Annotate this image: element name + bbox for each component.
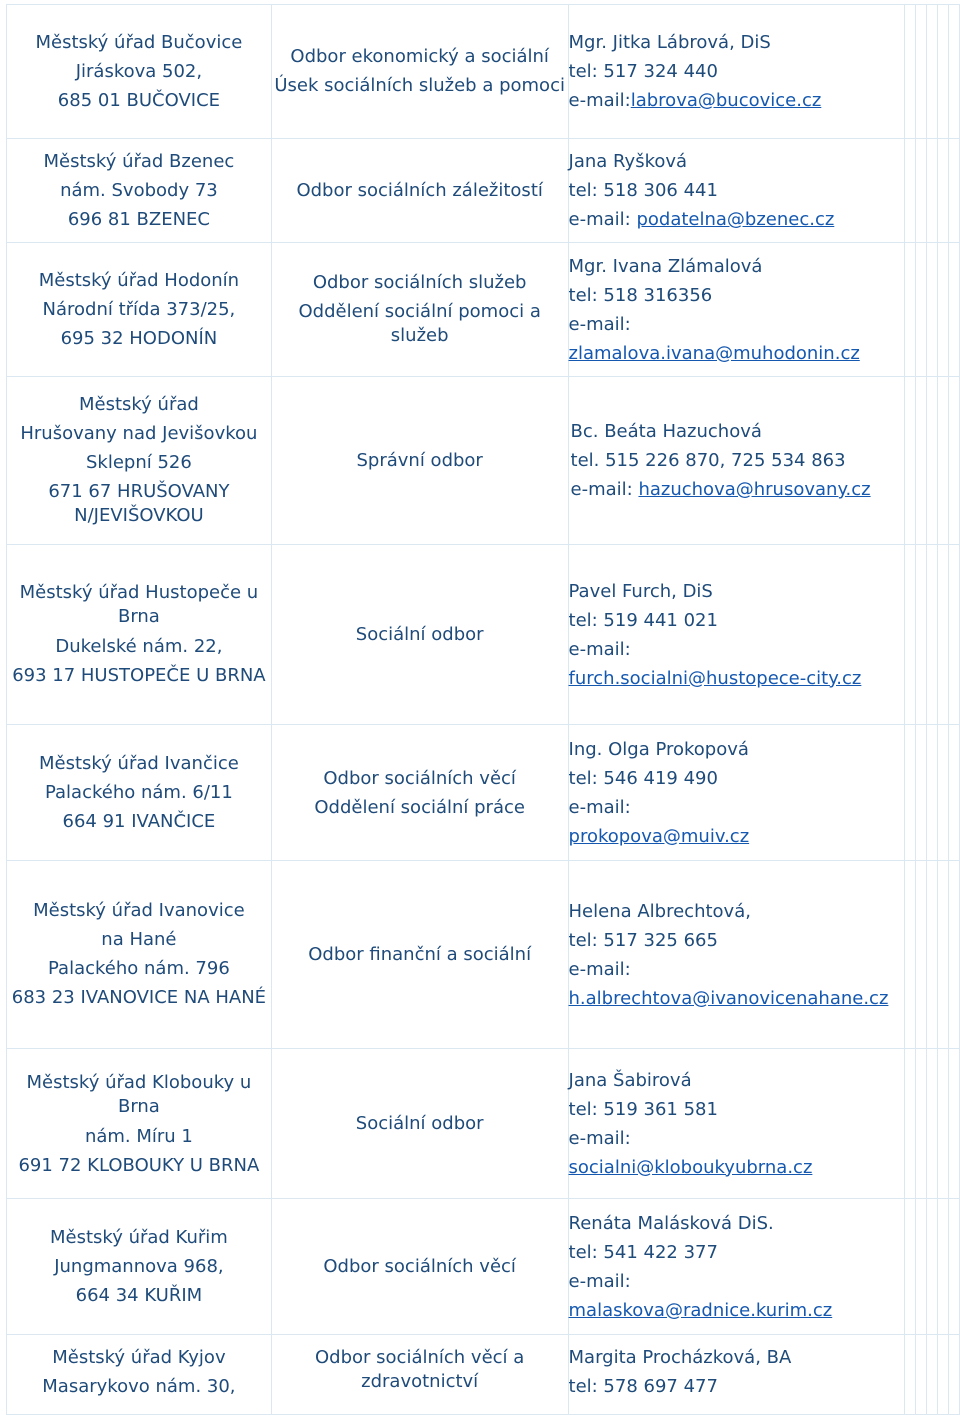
email-link[interactable]: socialni@kloboukyubrna.cz bbox=[568, 1156, 813, 1178]
contact-name: Mgr. Jitka Lábrová, DiS bbox=[568, 32, 771, 53]
department-section: Oddělení sociální práce bbox=[314, 796, 525, 818]
department-cell bbox=[271, 545, 568, 725]
office-street: Sklepní 526 bbox=[85, 452, 192, 473]
office-city: 664 91 IVANČICE bbox=[62, 811, 216, 832]
email-label: e-mail: bbox=[568, 90, 631, 111]
office-street: Jiráskova 502, bbox=[75, 61, 203, 82]
contact-email-line bbox=[571, 475, 905, 504]
office-street: Jungmannova 968, bbox=[54, 1256, 224, 1277]
office-name-cont: Hrušovany nad Jevišovkou bbox=[20, 423, 258, 444]
department-cell bbox=[271, 243, 568, 377]
office-name: Městský úřad Bučovice bbox=[35, 32, 243, 53]
office-cell bbox=[7, 377, 272, 545]
office-name: Městský úřad bbox=[78, 394, 199, 415]
table-row bbox=[7, 861, 960, 1049]
contact-cell bbox=[568, 1199, 905, 1335]
office-city: 691 72 KLOBOUKY U BRNA bbox=[18, 1154, 260, 1176]
office-name: Městský úřad Ivančice bbox=[38, 753, 239, 774]
table-row bbox=[7, 5, 960, 139]
department-name: Odbor sociálních věcí bbox=[323, 1256, 516, 1277]
department-name: Odbor ekonomický a sociální bbox=[290, 46, 549, 67]
office-name: Městský úřad Kuřim bbox=[50, 1227, 228, 1248]
contact-phone: tel: 517 325 665 bbox=[568, 929, 718, 951]
email-label: e-mail: bbox=[568, 1127, 631, 1149]
office-street: Palackého nám. 6/11 bbox=[44, 782, 233, 803]
email-link[interactable]: prokopova@muiv.cz bbox=[568, 825, 750, 847]
contact-phone: tel: 518 306 441 bbox=[568, 180, 718, 201]
contact-name: Margita Procházková, BA bbox=[568, 1347, 792, 1368]
contact-phone: tel: 546 419 490 bbox=[568, 767, 718, 789]
contact-name: Pavel Furch, DiS bbox=[568, 580, 713, 602]
email-label: e-mail: bbox=[568, 1270, 631, 1292]
department-name: Odbor sociálních služeb bbox=[312, 272, 527, 293]
office-city: 683 23 IVANOVICE NA HANÉ bbox=[11, 987, 267, 1008]
contact-phone: tel. 515 226 870, 725 534 863 bbox=[570, 450, 846, 471]
contact-phone: tel: 541 422 377 bbox=[568, 1241, 718, 1263]
department-cell bbox=[271, 1049, 568, 1199]
contact-cell bbox=[568, 377, 905, 545]
email-link[interactable]: hazuchova@hrusovany.cz bbox=[638, 479, 871, 500]
office-city: 695 32 HODONÍN bbox=[60, 328, 218, 349]
email-label: e-mail: bbox=[568, 638, 631, 660]
office-street: Masarykovo nám. 30, bbox=[42, 1376, 236, 1397]
office-street: Dukelské nám. 22, bbox=[55, 636, 223, 657]
department-name: Sociální odbor bbox=[355, 1113, 484, 1134]
email-label: e-mail: bbox=[570, 479, 633, 500]
email-label: e-mail: bbox=[568, 313, 631, 335]
table-row bbox=[7, 1335, 960, 1415]
office-cell bbox=[7, 243, 272, 377]
office-name: Městský úřad Kyjov bbox=[52, 1347, 226, 1368]
email-link[interactable]: h.albrechtova@ivanovicenahane.cz bbox=[568, 987, 889, 1009]
contact-email-line bbox=[569, 86, 905, 115]
office-cell bbox=[7, 5, 272, 139]
email-link[interactable]: labrova@bucovice.cz bbox=[630, 90, 822, 111]
office-city: 696 81 BZENEC bbox=[67, 209, 210, 230]
department-cell bbox=[271, 1199, 568, 1335]
office-name: Městský úřad Bzenec bbox=[43, 151, 235, 172]
table-row bbox=[7, 1199, 960, 1335]
contact-name: Jana Šabirová bbox=[568, 1069, 692, 1091]
table-row bbox=[7, 1049, 960, 1199]
department-cell bbox=[271, 377, 568, 545]
office-city: 693 17 HUSTOPEČE U BRNA bbox=[12, 665, 266, 686]
office-cell bbox=[7, 1335, 272, 1415]
email-link[interactable]: zlamalova.ivana@muhodonin.cz bbox=[568, 342, 860, 364]
contact-name: Mgr. Ivana Zlámalová bbox=[568, 255, 763, 277]
email-link[interactable]: furch.socialni@hustopece-city.cz bbox=[568, 667, 862, 689]
table-row bbox=[7, 243, 960, 377]
contact-name: Ing. Olga Prokopová bbox=[568, 738, 749, 760]
office-name: Městský úřad Ivanovice bbox=[33, 900, 245, 921]
office-street: nám. Svobody 73 bbox=[60, 180, 218, 201]
contact-cell bbox=[568, 545, 905, 725]
contact-phone: tel: 519 441 021 bbox=[568, 609, 718, 631]
contact-phone: tel: 578 697 477 bbox=[568, 1376, 718, 1397]
office-name: Městský úřad Hodonín bbox=[38, 270, 240, 291]
department-section: Úsek sociálních služeb a pomoci bbox=[274, 75, 565, 96]
table-row bbox=[7, 545, 960, 725]
table-row bbox=[7, 377, 960, 545]
table-row bbox=[7, 725, 960, 861]
office-cell bbox=[7, 1199, 272, 1335]
contacts-table bbox=[6, 4, 960, 1415]
contact-phone: tel: 519 361 581 bbox=[568, 1098, 718, 1120]
contact-cell bbox=[568, 243, 905, 377]
office-name: Městský úřad Klobouky u Brna bbox=[26, 1071, 252, 1117]
contact-email-line bbox=[569, 205, 905, 234]
office-cell bbox=[7, 139, 272, 243]
office-cell bbox=[7, 861, 272, 1049]
contact-cell bbox=[568, 861, 905, 1049]
department-cell bbox=[271, 861, 568, 1049]
office-name: Městský úřad Hustopeče u Brna bbox=[19, 582, 259, 627]
office-street: Národní třída 373/25, bbox=[42, 299, 236, 320]
office-street: nám. Míru 1 bbox=[84, 1125, 193, 1147]
email-label: e-mail: bbox=[568, 209, 631, 230]
office-city: 685 01 BUČOVICE bbox=[57, 90, 221, 111]
department-cell bbox=[271, 1335, 568, 1415]
contact-cell bbox=[568, 725, 905, 861]
department-name: Odbor sociálních věcí a zdravotnictví bbox=[315, 1347, 525, 1392]
contact-cell bbox=[568, 5, 905, 139]
contact-cell bbox=[568, 1335, 905, 1415]
email-label: e-mail: bbox=[568, 958, 631, 980]
contact-name: Renáta Malásková DiS. bbox=[568, 1212, 774, 1234]
department-name: Sociální odbor bbox=[355, 624, 484, 645]
contact-cell bbox=[568, 139, 905, 243]
department-name: Odbor sociálních věcí bbox=[323, 767, 516, 789]
email-link[interactable]: podatelna@bzenec.cz bbox=[636, 209, 835, 230]
contact-name: Bc. Beáta Hazuchová bbox=[570, 421, 762, 442]
email-label: e-mail: bbox=[568, 796, 631, 818]
contact-phone: tel: 518 316356 bbox=[568, 284, 713, 306]
email-link[interactable]: malaskova@radnice.kurim.cz bbox=[568, 1299, 833, 1321]
contact-cell bbox=[568, 1049, 905, 1199]
department-section: Oddělení sociální pomoci a služeb bbox=[298, 301, 541, 346]
office-street: Palackého nám. 796 bbox=[48, 958, 230, 979]
table-row bbox=[7, 139, 960, 243]
contact-phone: tel: 517 324 440 bbox=[568, 61, 718, 82]
office-city: 664 34 KUŘIM bbox=[75, 1285, 203, 1306]
office-cell bbox=[7, 545, 272, 725]
office-cell bbox=[7, 725, 272, 861]
department-cell bbox=[271, 725, 568, 861]
department-name: Odbor sociálních záležitostí bbox=[296, 180, 543, 201]
department-cell bbox=[271, 5, 568, 139]
contact-name: Jana Ryšková bbox=[568, 151, 688, 172]
department-cell bbox=[271, 139, 568, 243]
department-name: Správní odbor bbox=[356, 450, 483, 471]
department-name: Odbor finanční a sociální bbox=[308, 944, 532, 965]
office-city: 671 67 HRUŠOVANY N/JEVIŠOVKOU bbox=[48, 481, 230, 526]
office-cell bbox=[7, 1049, 272, 1199]
contact-name: Helena Albrechtová, bbox=[568, 900, 751, 922]
office-name-cont: na Hané bbox=[101, 929, 177, 950]
